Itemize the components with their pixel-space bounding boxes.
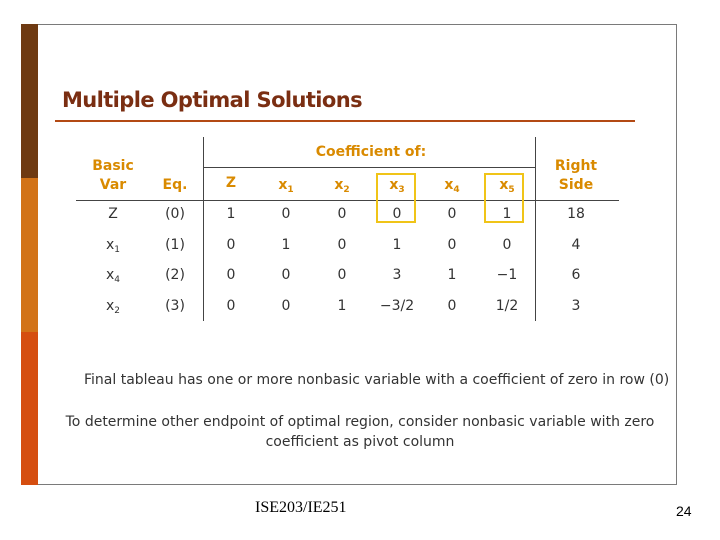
header-x5: $x_5$ <box>499 177 515 195</box>
note-final-tableau: Final tableau has one or more nonbasic variable with a coefficient of zero in row (0) <box>84 372 670 388</box>
note-endpoint-line2: coefficient as pivot column <box>265 434 455 450</box>
row-coef-x1: 0 <box>281 298 291 314</box>
row-coef-x1: 1 <box>281 237 291 253</box>
row-coef-z: 0 <box>226 298 236 314</box>
row-coef-x4: 1 <box>447 267 457 283</box>
header-x3: $x_3$ <box>389 177 405 195</box>
page-number: 24 <box>676 503 692 519</box>
row-coef-x5: 0 <box>502 237 512 253</box>
header-basic-var: Basic Var <box>92 158 134 193</box>
row-coef-x5: 1 <box>502 206 512 222</box>
sidebar-bar-orange <box>21 178 38 332</box>
row-coef-z: 0 <box>226 237 236 253</box>
sidebar-bar-dark <box>21 24 38 178</box>
title-underline <box>55 120 635 122</box>
row-rhs: 6 <box>571 267 581 283</box>
header-z: Z <box>225 175 237 191</box>
row-coef-x5: −1 <box>496 267 518 283</box>
row-coef-x2: 0 <box>337 237 347 253</box>
row-coef-x4: 0 <box>447 237 457 253</box>
footer-course-code: ISE203/IE251 <box>255 499 347 516</box>
row-basic-var: Z <box>108 206 118 222</box>
row-coef-x4: 0 <box>447 298 457 314</box>
row-rhs: 3 <box>571 298 581 314</box>
table-divider-right <box>535 137 536 321</box>
row-coef-x3: 1 <box>392 237 402 253</box>
header-right-side: Right Side <box>554 158 598 193</box>
row-basic-var: $x_2$ <box>105 298 121 316</box>
sidebar-bar-red <box>21 332 38 485</box>
slide-title: Multiple Optimal Solutions <box>62 88 362 112</box>
header-eq: Eq. <box>162 177 188 193</box>
row-coef-x1: 0 <box>281 206 291 222</box>
row-coef-x2: 0 <box>337 206 347 222</box>
row-coef-x3: 0 <box>392 206 402 222</box>
header-x2: $x_2$ <box>334 177 350 195</box>
row-coef-x5: 1/2 <box>495 298 519 314</box>
row-coef-z: 1 <box>226 206 236 222</box>
group-header-rule <box>203 167 535 168</box>
row-eq: (2) <box>165 267 185 283</box>
row-coef-x3: −3/2 <box>379 298 415 314</box>
row-basic-var: $x_1$ <box>105 237 121 255</box>
header-rule <box>76 200 619 201</box>
row-coef-x4: 0 <box>447 206 457 222</box>
row-eq: (1) <box>165 237 185 253</box>
header-x4: $x_4$ <box>444 177 460 195</box>
note-endpoint-line1: To determine other endpoint of optimal region, consider nonbasic variable with zero <box>65 414 655 430</box>
row-rhs: 18 <box>567 206 585 222</box>
row-basic-var: $x_4$ <box>105 267 121 285</box>
row-rhs: 4 <box>571 237 581 253</box>
row-eq: (0) <box>165 206 185 222</box>
row-coef-z: 0 <box>226 267 236 283</box>
row-coef-x2: 1 <box>337 298 347 314</box>
row-eq: (3) <box>165 298 185 314</box>
coefficient-group-header: Coefficient of: <box>315 144 427 160</box>
row-coef-x3: 3 <box>392 267 402 283</box>
header-x1: $x_1$ <box>278 177 294 195</box>
row-coef-x1: 0 <box>281 267 291 283</box>
table-divider-left <box>203 137 204 321</box>
row-coef-x2: 0 <box>337 267 347 283</box>
